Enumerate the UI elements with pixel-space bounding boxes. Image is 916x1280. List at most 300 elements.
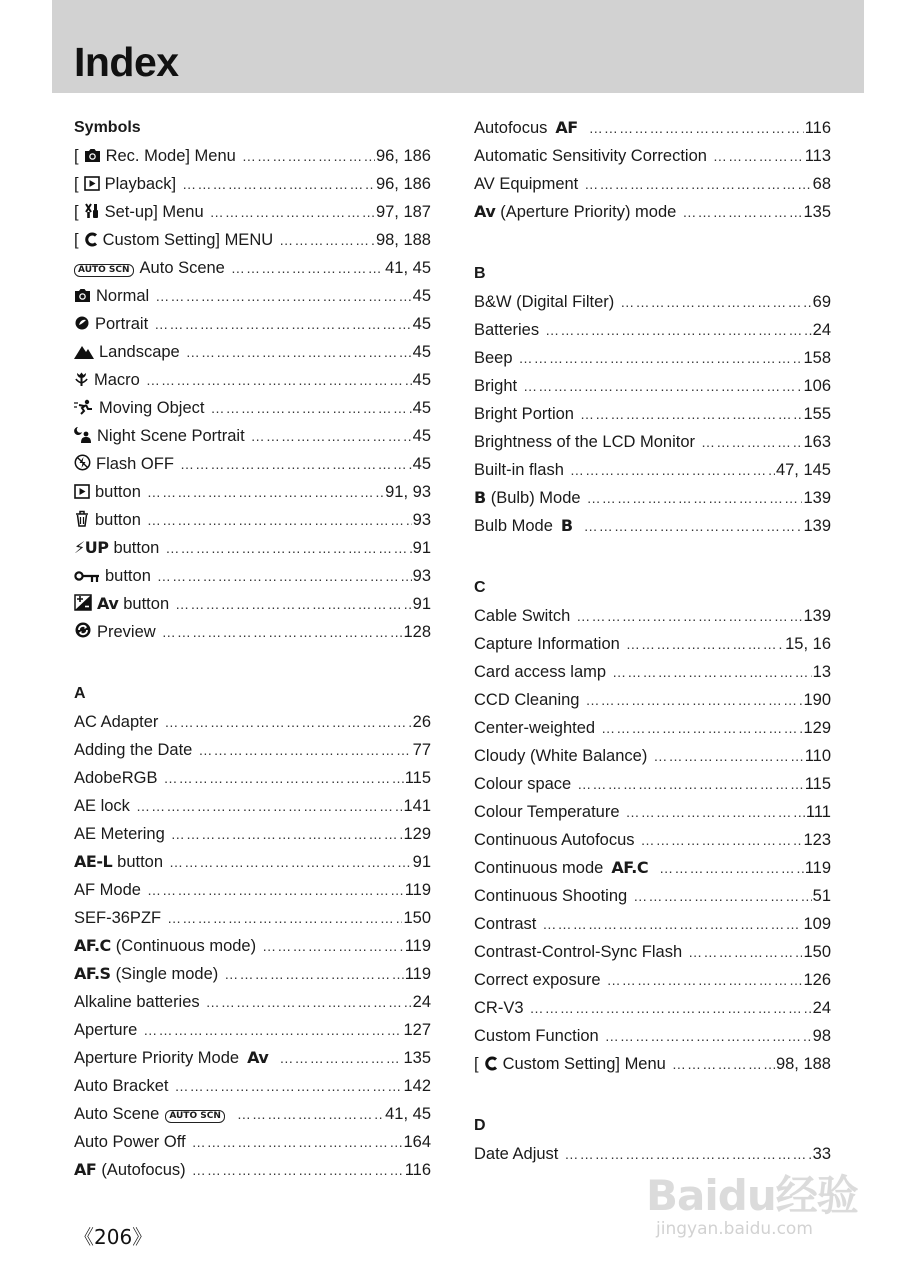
leader-dots — [589, 114, 804, 142]
entry-text: Center-weighted — [474, 719, 596, 737]
moving-object-icon — [74, 399, 94, 415]
entry-text: button — [105, 567, 151, 585]
index-entry — [74, 198, 431, 226]
index-entry — [474, 882, 831, 910]
entry-text: button — [95, 511, 141, 529]
entry-label-group — [474, 1022, 599, 1050]
index-entry — [74, 792, 431, 820]
entry-text: Automatic Sensitivity Correction — [474, 147, 707, 165]
page-reference: 97, 187 — [375, 203, 431, 221]
leader-dots — [605, 1022, 812, 1050]
index-entry — [474, 428, 831, 456]
leader-dots — [607, 966, 803, 994]
entry-text: Night Scene Portrait — [97, 427, 245, 445]
entry-label-group — [74, 478, 141, 506]
page-reference: 45 — [412, 315, 431, 333]
leader-dots — [164, 708, 411, 736]
page-title: Index — [74, 39, 179, 85]
portrait-icon — [74, 315, 90, 331]
flash-off-icon — [74, 454, 91, 471]
leader-dots — [136, 792, 403, 820]
entry-text: Custom Function — [474, 1027, 599, 1045]
open-bracket: [ — [74, 231, 79, 249]
index-entry — [74, 226, 431, 254]
leader-dots — [169, 848, 412, 876]
page-reference: 45 — [412, 287, 431, 305]
page-reference: 69 — [812, 293, 831, 311]
leader-dots — [641, 826, 803, 854]
leader-dots — [626, 798, 805, 826]
entry-text: button — [113, 539, 160, 557]
leader-dots — [180, 450, 412, 478]
page-reference: 24 — [412, 993, 431, 1011]
index-entry — [74, 422, 431, 450]
custom-c-icon — [84, 232, 98, 247]
entry-text: Set-up] Menu — [104, 203, 204, 221]
index-entry — [474, 938, 831, 966]
leader-dots — [175, 590, 412, 618]
entry-label-group — [474, 512, 578, 540]
page-reference: 129 — [403, 825, 431, 843]
leader-dots — [182, 170, 375, 198]
page-reference: 24 — [812, 999, 831, 1017]
exposure-comp-icon — [74, 594, 92, 611]
entry-text: Aperture — [74, 1021, 138, 1039]
page-reference: 91, 93 — [385, 483, 431, 501]
entry-label-group — [74, 904, 161, 932]
index-entry — [474, 602, 831, 630]
entry-text: Cloudy (White Balance) — [474, 747, 648, 765]
page-reference: 91 — [412, 539, 431, 557]
entry-text: Aperture Priority Mode — [74, 1049, 240, 1067]
b-symbol: B — [560, 516, 573, 535]
entry-label-group — [74, 590, 169, 618]
entry-text: Continuous Autofocus — [474, 831, 635, 849]
entry-label-group — [474, 344, 513, 372]
page-reference: 158 — [803, 349, 831, 367]
leader-dots — [198, 736, 411, 764]
leader-dots — [157, 562, 412, 590]
entry-text: Rec. Mode] Menu — [105, 147, 236, 165]
entry-label-group — [474, 854, 653, 882]
entry-text: Bright Portion — [474, 405, 574, 423]
page-reference: 150 — [803, 943, 831, 961]
page-reference: 110 — [804, 747, 831, 765]
index-section-heading: B — [474, 265, 486, 282]
page-reference: 113 — [804, 147, 831, 165]
trash-icon — [74, 510, 90, 527]
index-entry — [474, 288, 831, 316]
af-s-symbol: AF.S — [74, 964, 111, 983]
open-bracket: [ — [74, 175, 79, 193]
page-reference: 129 — [803, 719, 831, 737]
index-entry — [74, 708, 431, 736]
page-reference: 106 — [803, 377, 831, 395]
leader-dots — [545, 316, 812, 344]
entry-text: Colour Temperature — [474, 803, 620, 821]
index-section-heading: Symbols — [74, 119, 141, 136]
open-bracket: [ — [74, 203, 79, 221]
index-entry — [74, 904, 431, 932]
entry-label-group — [74, 708, 158, 736]
entry-text: B&W (Digital Filter) — [474, 293, 615, 311]
leader-dots — [279, 1044, 402, 1072]
entry-label-group — [74, 562, 151, 590]
af-symbol: AF — [555, 118, 578, 137]
entry-label-group — [474, 288, 614, 316]
page-reference: 115 — [404, 769, 431, 787]
leader-dots — [279, 226, 375, 254]
leader-dots — [523, 372, 802, 400]
entry-label-group — [474, 658, 606, 686]
leader-dots — [167, 904, 402, 932]
page-reference: 126 — [803, 971, 831, 989]
index-entry — [74, 988, 431, 1016]
index-entry — [74, 366, 431, 394]
page-reference: 68 — [812, 175, 831, 193]
leader-dots — [147, 876, 404, 904]
entry-text: AF Mode — [74, 881, 141, 899]
page-reference: 45 — [412, 343, 431, 361]
page-reference: 93 — [412, 567, 431, 585]
entry-label-group — [74, 226, 273, 254]
entry-label-group — [474, 114, 583, 142]
page-reference: 45 — [412, 399, 431, 417]
entry-text: Contrast — [474, 915, 537, 933]
entry-label-group — [474, 428, 695, 456]
entry-label-group — [474, 742, 647, 770]
index-entry — [474, 456, 831, 484]
page-reference: 13 — [812, 663, 831, 681]
leader-dots — [577, 770, 803, 798]
entry-text: Card access lamp — [474, 663, 607, 681]
entry-text: Auto Scene — [74, 1105, 160, 1123]
page-reference: 33 — [812, 1145, 831, 1163]
entry-text: Flash OFF — [96, 455, 174, 473]
av-symbol: Av — [97, 594, 119, 613]
leader-dots — [165, 534, 411, 562]
leader-dots — [688, 938, 802, 966]
page-reference: 45 — [412, 427, 431, 445]
page-reference: 119 — [404, 881, 431, 899]
entry-label-group — [474, 1140, 558, 1168]
leader-dots — [262, 932, 404, 960]
entry-label-group — [74, 506, 141, 534]
index-entry — [74, 590, 431, 618]
entry-label-group — [474, 910, 536, 938]
leader-dots — [147, 478, 384, 506]
entry-label-group — [474, 882, 627, 910]
entry-label-group — [74, 736, 192, 764]
entry-text: Auto Scene — [139, 259, 225, 277]
page-number: 《206》 — [74, 1225, 153, 1249]
index-entry — [74, 1128, 431, 1156]
leader-dots — [713, 142, 804, 170]
entry-label-group — [74, 394, 204, 422]
entry-label-group — [74, 450, 174, 478]
entry-text: Preview — [97, 623, 156, 641]
index-entry — [74, 820, 431, 848]
index-entry — [74, 1016, 431, 1044]
entry-text: Capture Information — [474, 635, 620, 653]
index-entry — [74, 170, 431, 198]
macro-flower-icon — [74, 372, 89, 387]
index-entry — [74, 618, 431, 646]
page-reference: 127 — [403, 1021, 431, 1039]
index-entry — [74, 282, 431, 310]
entry-label-group — [74, 254, 225, 282]
entry-label-group — [74, 1100, 231, 1128]
entry-text: Alkaline batteries — [74, 993, 200, 1011]
entry-text: Colour space — [474, 775, 572, 793]
section-spacer — [474, 1078, 831, 1112]
entry-label-group — [74, 198, 204, 226]
entry-label-group — [74, 142, 236, 170]
page-reference: 77 — [412, 741, 431, 759]
night-portrait-icon — [74, 426, 92, 443]
leader-dots — [186, 338, 412, 366]
entry-text: Contrast-Control-Sync Flash — [474, 943, 683, 961]
entry-label-group — [74, 534, 159, 562]
page-reference: 139 — [803, 489, 831, 507]
auto-scn-badge: AUTO SCN — [165, 1110, 225, 1123]
index-entry — [74, 506, 431, 534]
page-reference: 115 — [804, 775, 831, 793]
index-section-heading: A — [74, 685, 86, 702]
page-reference: 135 — [803, 203, 831, 221]
entry-text: Beep — [474, 349, 513, 367]
page-reference: 119 — [404, 965, 431, 983]
entry-label-group — [474, 966, 601, 994]
index-entry — [474, 198, 831, 226]
index-entry — [474, 658, 831, 686]
entry-text: Continuous Shooting — [474, 887, 628, 905]
page-reference: 116 — [404, 1161, 431, 1179]
page-reference: 26 — [412, 713, 431, 731]
page-reference: 142 — [403, 1077, 431, 1095]
page-reference: 98, 188 — [375, 231, 431, 249]
leader-dots — [224, 960, 403, 988]
entry-text: SEF-36PZF — [74, 909, 162, 927]
entry-text: (Continuous mode) — [115, 937, 257, 955]
entry-label-group — [74, 282, 149, 310]
index-entry — [474, 966, 831, 994]
entry-label-group — [74, 876, 141, 904]
entry-text: Custom Setting] MENU — [102, 231, 274, 249]
index-entry — [474, 142, 831, 170]
entry-text: button — [95, 483, 141, 501]
entry-label-group — [74, 1016, 137, 1044]
entry-label-group — [74, 960, 218, 988]
index-entry — [74, 478, 431, 506]
entry-label-group — [74, 988, 200, 1016]
leader-dots — [237, 1100, 384, 1128]
af-c-symbol: AF.C — [611, 858, 649, 877]
page-reference: 190 — [803, 691, 831, 709]
entry-label-group — [74, 1156, 186, 1184]
index-entry — [474, 714, 831, 742]
page-reference: 15, 16 — [785, 635, 831, 653]
watermark — [646, 1163, 866, 1249]
entry-text: Normal — [96, 287, 150, 305]
leader-dots — [633, 882, 811, 910]
page-reference: 91 — [412, 595, 431, 613]
watermark-url: jingyan.baidu.com — [656, 1219, 813, 1239]
index-entry — [74, 932, 431, 960]
entry-label-group — [474, 484, 581, 512]
index-entry — [474, 484, 831, 512]
index-entry — [74, 394, 431, 422]
index-entry — [474, 512, 831, 540]
page-reference: 139 — [803, 517, 831, 535]
setup-tools-icon — [84, 203, 100, 219]
open-bracket: [ — [474, 1055, 479, 1073]
index-entry — [474, 316, 831, 344]
index-section-heading: D — [474, 1117, 486, 1134]
index-entry — [474, 1022, 831, 1050]
entry-text: Portrait — [95, 315, 149, 333]
page-reference: 51 — [812, 887, 831, 905]
page-reference: 116 — [804, 119, 831, 137]
leader-dots — [146, 366, 412, 394]
entry-text: Auto Power Off — [74, 1133, 186, 1151]
index-entry — [474, 344, 831, 372]
page-reference: 164 — [403, 1133, 431, 1151]
leader-dots — [584, 512, 803, 540]
page-reference: 96, 186 — [375, 175, 431, 193]
entry-text: (Bulb) Mode — [490, 489, 581, 507]
page-reference: 98 — [812, 1027, 831, 1045]
leader-dots — [542, 910, 802, 938]
entry-label-group — [74, 764, 157, 792]
entry-text: AV Equipment — [474, 175, 579, 193]
entry-label-group — [474, 630, 620, 658]
page-reference: 47, 145 — [775, 461, 831, 479]
index-section-heading: C — [474, 579, 486, 596]
entry-text: button — [117, 853, 164, 871]
entry-text: Date Adjust — [474, 1145, 559, 1163]
leader-dots — [659, 854, 804, 882]
entry-text: button — [123, 595, 170, 613]
leader-dots — [192, 1128, 403, 1156]
index-entry — [474, 114, 831, 142]
index-entry — [474, 826, 831, 854]
entry-label-group — [74, 1128, 186, 1156]
leader-dots — [576, 602, 802, 630]
entry-text: Moving Object — [99, 399, 205, 417]
leader-dots — [162, 618, 403, 646]
index-entry — [474, 1050, 831, 1078]
index-entry — [74, 450, 431, 478]
entry-label-group — [474, 372, 517, 400]
index-entry — [74, 960, 431, 988]
page-reference: 41, 45 — [385, 1105, 431, 1123]
entry-label-group — [74, 1072, 168, 1100]
leader-dots — [620, 288, 811, 316]
index-entry — [74, 736, 431, 764]
leader-dots — [192, 1156, 404, 1184]
entry-text: Continuous mode — [474, 859, 604, 877]
preview-icon — [74, 621, 92, 639]
entry-label-group — [474, 686, 579, 714]
leader-dots — [251, 422, 412, 450]
entry-text: AdobeRGB — [74, 769, 158, 787]
entry-text: Adding the Date — [74, 741, 193, 759]
entry-text: (Autofocus) — [101, 1161, 186, 1179]
entry-text: Bulb Mode — [474, 517, 553, 535]
entry-label-group — [474, 826, 635, 854]
entry-text: Custom Setting] Menu — [502, 1055, 666, 1073]
entry-text: AE lock — [74, 797, 130, 815]
page-reference: 93 — [412, 511, 431, 529]
leader-dots — [143, 1016, 402, 1044]
leader-dots — [626, 630, 784, 658]
b-symbol: B — [474, 488, 486, 507]
index-entry — [74, 310, 431, 338]
index-entry — [74, 562, 431, 590]
page-reference: 119 — [404, 937, 431, 955]
entry-label-group — [474, 602, 570, 630]
section-spacer — [74, 646, 431, 680]
custom-c-icon — [484, 1056, 498, 1071]
index-entry — [74, 338, 431, 366]
page-reference: 96, 186 — [375, 147, 431, 165]
entry-label-group — [474, 994, 524, 1022]
entry-text: CCD Cleaning — [474, 691, 580, 709]
leader-dots — [701, 428, 802, 456]
entry-label-group — [74, 792, 130, 820]
index-entry — [474, 630, 831, 658]
leader-dots — [147, 506, 412, 534]
index-entry — [474, 798, 831, 826]
entry-label-group — [74, 820, 165, 848]
entry-label-group — [474, 400, 574, 428]
page-reference: 128 — [403, 623, 431, 641]
leader-dots — [154, 310, 411, 338]
entry-label-group — [474, 798, 620, 826]
entry-label-group — [74, 618, 156, 646]
up-symbol: ⚡UP — [74, 538, 109, 557]
index-column-right — [474, 114, 831, 1168]
page-reference: 163 — [803, 433, 831, 451]
page-reference: 41, 45 — [385, 259, 431, 277]
entry-label-group — [74, 422, 245, 450]
entry-label-group — [74, 366, 140, 394]
entry-text: CR-V3 — [474, 999, 524, 1017]
index-entry — [474, 170, 831, 198]
leader-dots — [171, 820, 403, 848]
leader-dots — [231, 254, 384, 282]
entry-label-group — [474, 198, 676, 226]
leader-dots — [519, 344, 803, 372]
entry-text: Cable Switch — [474, 607, 571, 625]
section-spacer — [474, 540, 831, 574]
entry-label-group — [474, 938, 682, 966]
entry-text: Built-in flash — [474, 461, 564, 479]
page-reference: 109 — [803, 915, 831, 933]
playback-icon — [84, 176, 100, 191]
entry-label-group — [474, 1050, 666, 1078]
page-reference: 123 — [803, 831, 831, 849]
index-entry — [474, 770, 831, 798]
page-reference: 98, 188 — [775, 1055, 831, 1073]
index-entry — [474, 742, 831, 770]
page-header — [52, 0, 864, 93]
leader-dots — [210, 198, 375, 226]
leader-dots — [653, 742, 803, 770]
entry-text: Playback] — [104, 175, 177, 193]
leader-dots — [174, 1072, 402, 1100]
